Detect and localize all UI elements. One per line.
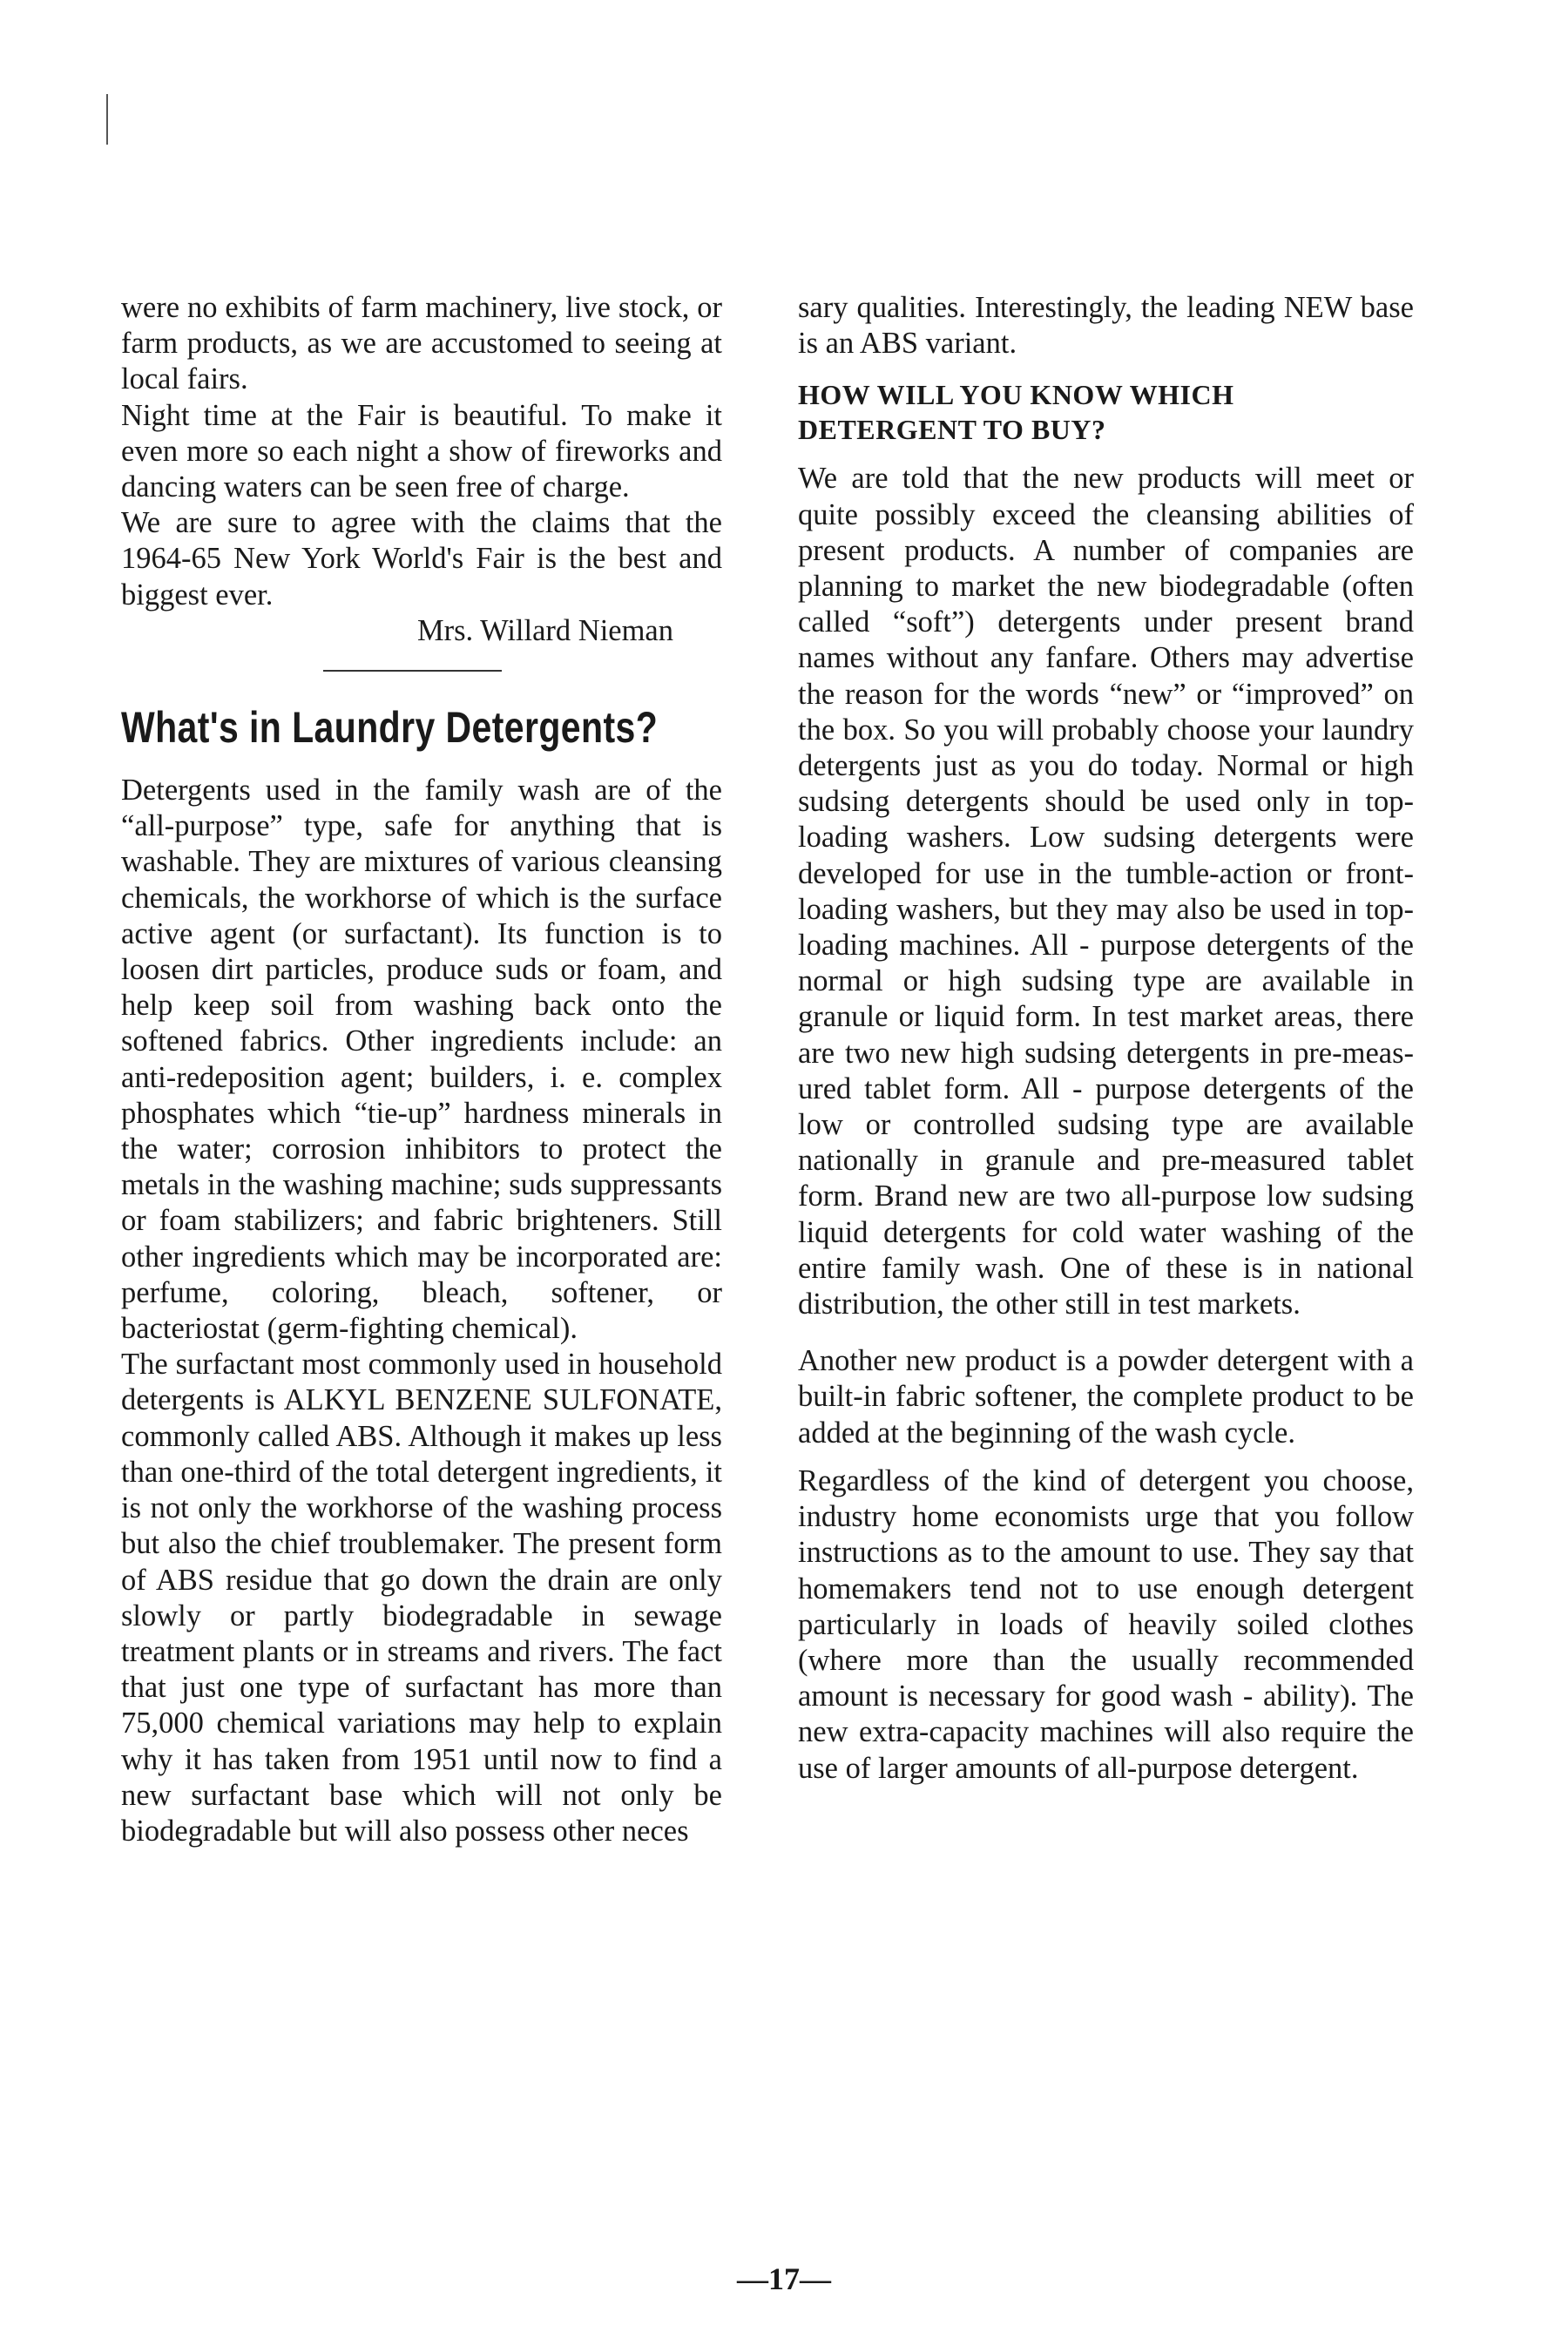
left-column bbox=[121, 290, 722, 1849]
right-column bbox=[798, 290, 1414, 1787]
paragraph-claims: We are sure to agree with the claims that the 1964-65 New York World's Fair is the best and biggest ever. bbox=[121, 506, 722, 612]
article-headline: What's in Laundry Detergents? bbox=[121, 703, 659, 753]
section-divider bbox=[323, 670, 502, 672]
paragraph-powder-detergent: Another new product is a powder detergent with a built-in fabric softener, the complete product to be added at the beginning of the wash cycle. bbox=[798, 1344, 1414, 1450]
paragraph-detergent-ingredients: Detergents used in the family wash are of the “all-purpose” type, safe for anything that is washable. They are mixtures of various cleansing chemicals, the workhorse of which is the surface active agent (or surfactant). Its function is to loosen dirt particles, produce suds or foam, and help keep soil from washing back onto the softened fabrics. Other ingredients include: an anti-redeposition agent; builders, i. e. complex phosphates which “tie-up” hardness minerals in the water; corrosion inhibitors to protect the metals in the washing machine; suds suppressants or foam stabilizers; and fabric brighteners. Still other ingredients which may be incorporated are: perfume, coloring, bleach, softener, or bacteriostat (germ-fighting chemical). bbox=[121, 774, 722, 1346]
page-number: —17— bbox=[737, 2261, 831, 2296]
margin-mark bbox=[106, 94, 108, 145]
paragraph-new-products: We are told that the new products will meet or quite possibly exceed the cleansing abilities of present products. A number of companies are planning to market the new biodegradable (often called “soft”) detergents under present brand names without any fanfare. Others may advertise the reason for the words “new” or “improved” on the box. So you will probably choose your laundry detergents just as you do today. Normal or high sudsing detergents should be used only in top-loading washers. Low sudsing detergents were developed for use in the tumble-action or front-loading washers, but they may also be used in top-loading machines. All - purpose detergents of the normal or high sudsing type are available in granule or liquid form. In test market areas, there are two new high sudsing detergents in pre-measured tablet form. All - purpose detergents of the low or controlled sudsing type are available nationally in granule and pre-measured tablet form. Brand new are two all-purpose low sudsing liquid detergents for cold water washing of the entire family wash. One of these is in national distribution, the other still in test markets. bbox=[798, 462, 1414, 1321]
paragraph-surfactant-abs: The surfactant most commonly used in household detergents is ALKYL BENZENE SULFONATE, commonly called ABS. Although it makes up less than one-third of the total detergent ingredients, it is not only the workhorse of the washing process but also the chief troublemaker. The present form of ABS residue that go down the drain are only slowly or partly biodegradable in sewage treatment plants or in streams and rivers. The fact that just one type of surfactant has more than 75,000 chemical variations may help to explain why it has taken from 1951 until now to find a new surfactant base which will not only be biodegradable but will also possess other neces bbox=[121, 1348, 722, 1848]
paragraph-night-time: Night time at the Fair is beautiful. To make it even more so each night a show of fireworks and dancing waters can be seen free of charge. bbox=[121, 398, 722, 504]
paragraph-instructions: Regardless of the kind of detergent you choose, industry home economists urge that you follow instructions as to the amount to use. They say that homemakers tend not to use enough detergent particularly in loads of heavily soiled clothes (where more than the usually recommended amount is necessary for good wash - ability). The new extra-capacity machines will also require the use of larger amounts of all-purpose detergent. bbox=[798, 1463, 1414, 1785]
author-signature: Mrs. Willard Nieman bbox=[416, 613, 673, 647]
section-subhead: HOW WILL YOU KNOW WHICH DETERGENT TO BUY? bbox=[798, 379, 1234, 446]
paragraph-abs-variant: sary qualities. Interestingly, the leading NEW base is an ABS variant. bbox=[798, 291, 1414, 361]
paragraph-fair-exhibits: were no exhibits of farm machinery, live stock, or farm products, as we are accustomed to seeing at local fairs. bbox=[121, 291, 722, 396]
